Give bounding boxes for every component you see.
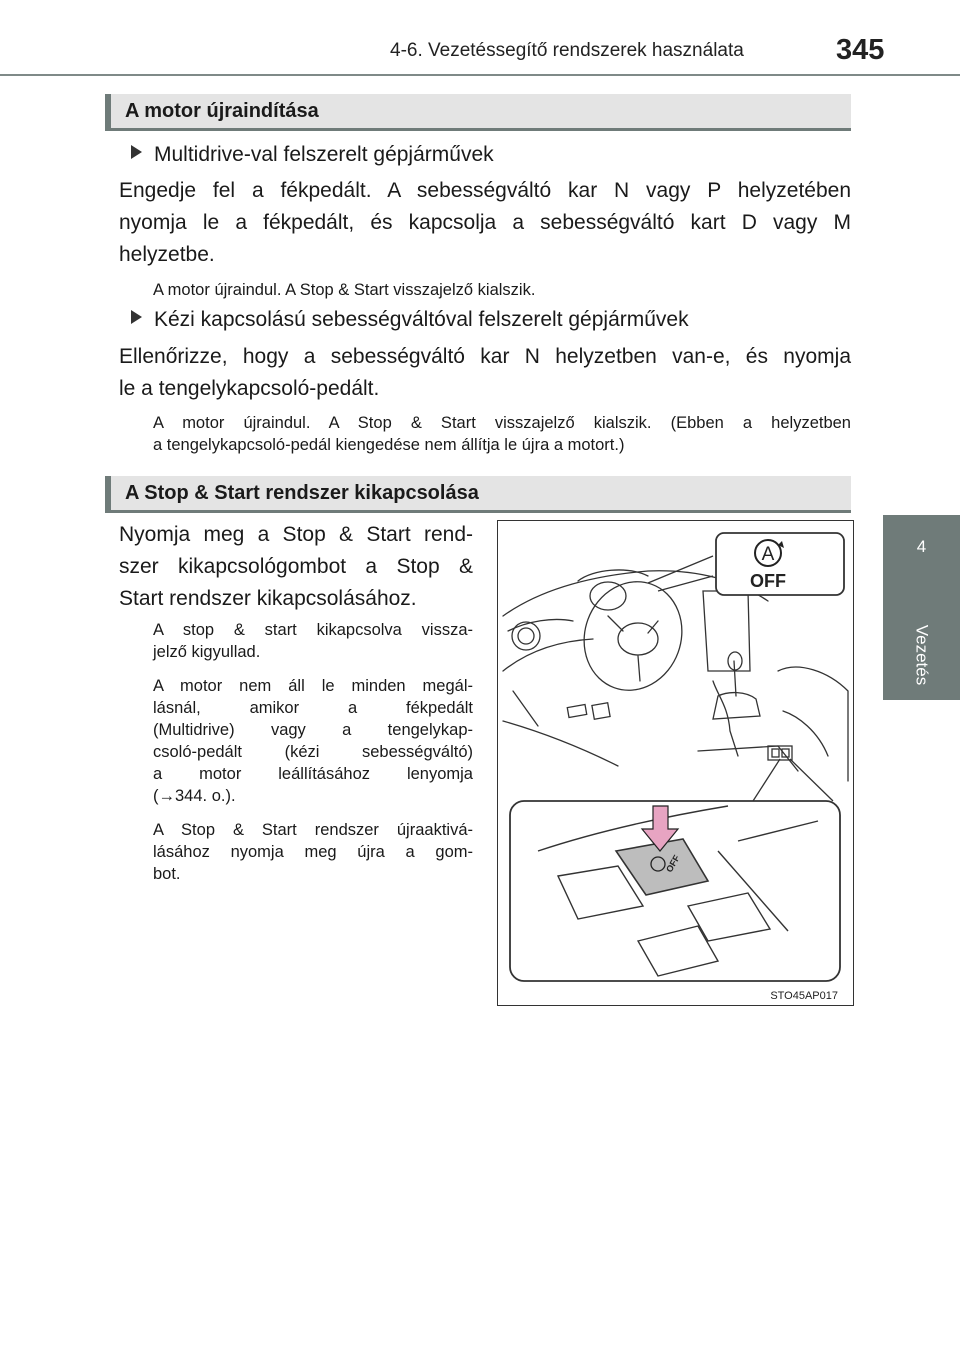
page-number: 345: [836, 34, 885, 66]
heading-accent-bar: [105, 476, 111, 510]
note-line: A Stop & Start rendszer újraaktivá-: [153, 821, 473, 839]
para-line: Nyomja meg a Stop & Start rend-: [119, 523, 473, 546]
switch-off-label: OFF: [664, 853, 682, 874]
note-line: A stop & start kikapcsolva vissza-: [153, 621, 473, 639]
note-line: csoló-pedált (kézi sebességváltó): [153, 743, 473, 761]
bullet-text: Multidrive-val felszerelt gépjárművek: [154, 143, 494, 166]
para-line: szer kikapcsológombot a Stop &: [119, 555, 473, 578]
note-indicator-on: [153, 619, 473, 663]
note-line: a tengelykapcsoló-pedál kiengedése nem állítja le újra a motort.): [153, 436, 625, 454]
bullet-text: Kézi kapcsolású sebességváltóval felszerelt gépjárművek: [154, 308, 689, 331]
section-heading-disable: [105, 476, 851, 513]
note-line: A motor újraindul. A Stop & Start visszajelző kialszik. (Ebben a helyzetben: [153, 414, 851, 432]
note-line: (→344. o.).: [153, 787, 236, 805]
para-line: nyomja le a fékpedált, és kapcsolja a sebességváltó kart D vagy M: [119, 211, 851, 234]
note-engine-not-stop: [153, 675, 473, 807]
paragraph-disable: [119, 519, 473, 615]
para-line: Start rendszer kikapcsolásához.: [119, 587, 417, 610]
note-reactivate: [153, 819, 473, 885]
note-line: jelző kigyullad.: [153, 643, 261, 661]
note-line: lásához nyomja meg újra a gom-: [153, 843, 473, 861]
para-line: le a tengelykapcsoló-pedált.: [119, 377, 380, 400]
stop-start-illustration: [497, 520, 854, 1006]
section-title: A Stop & Start rendszer kikapcsolása: [125, 482, 479, 504]
steering-wheel: [569, 568, 697, 704]
side-tab-number: 4: [916, 537, 927, 556]
icon-off-label: OFF: [750, 571, 786, 591]
side-tab-label: Vezetés: [912, 624, 932, 686]
note-line: lásnál, amikor a fékpedált: [153, 699, 473, 717]
chapter-title: 4-6. Vezetéssegítő rendszerek használata: [390, 40, 744, 61]
paragraph-multidrive: [119, 175, 851, 271]
note-line: A motor nem áll le minden megál-: [153, 677, 473, 695]
figure-code: STO45AP017: [770, 990, 838, 1002]
bullet-triangle-icon: [131, 145, 142, 159]
note-line: bot.: [153, 865, 181, 883]
header-divider: [0, 74, 960, 76]
dashboard-drawing: [498, 521, 853, 1005]
chapter-side-tab: [883, 515, 960, 700]
icon-letter: A: [761, 544, 775, 565]
note-line: (Multidrive) vagy a tengelykap-: [153, 721, 473, 739]
bullet-triangle-icon: [131, 310, 142, 324]
note-line: a motor leállításához lenyomja: [153, 765, 473, 783]
section-title: A motor újraindítása: [125, 100, 319, 122]
paragraph-manual: [119, 341, 851, 405]
note-multidrive: A motor újraindul. A Stop & Start visszajelző kialszik.: [153, 281, 536, 299]
para-line: Engedje fel a fékpedált. A sebességváltó kar N vagy P helyzetében: [119, 179, 851, 202]
para-line: Ellenőrizze, hogy a sebességváltó kar N helyzetben van-e, és nyomja: [119, 345, 851, 368]
note-manual: [153, 412, 851, 456]
bullet-manual: [131, 308, 689, 332]
bullet-multidrive: [131, 143, 494, 167]
heading-accent-bar: [105, 94, 111, 128]
para-line: helyzetbe.: [119, 243, 215, 266]
section-heading-restart: [105, 94, 851, 131]
